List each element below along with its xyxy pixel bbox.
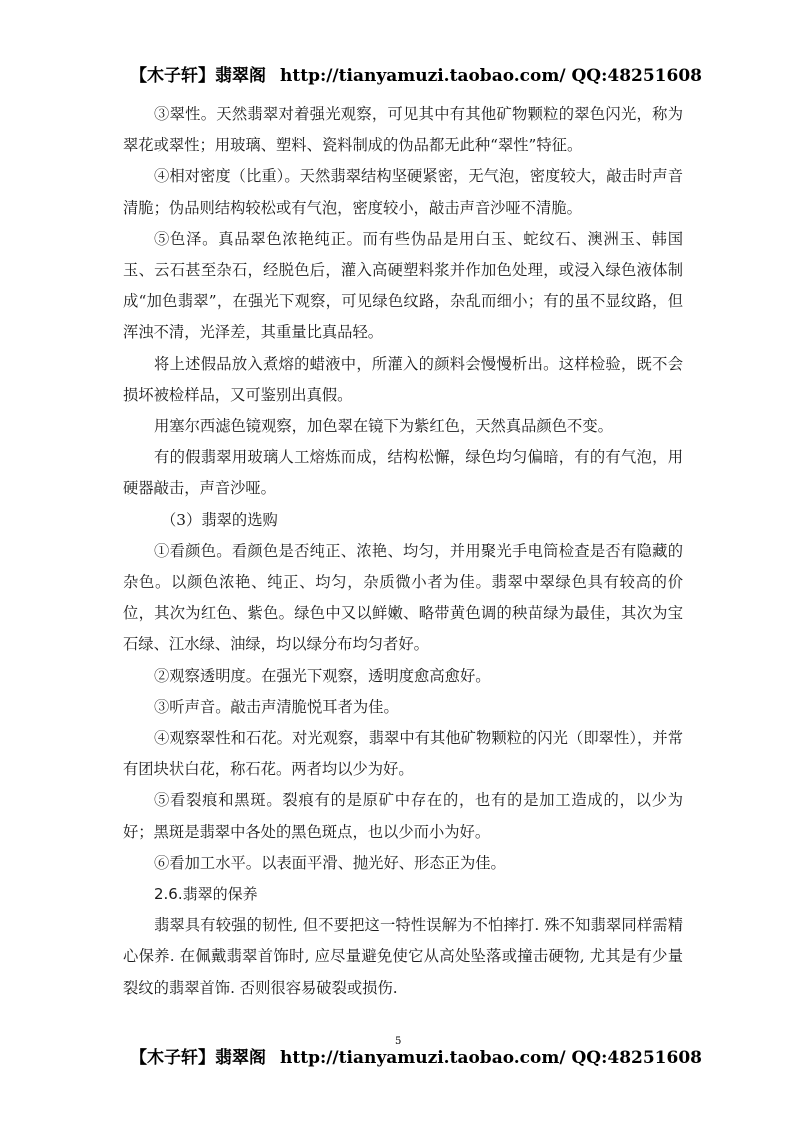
footer-brand: 【木子轩】翡翠阁 (130, 1048, 266, 1068)
page-header (130, 61, 730, 86)
paragraph-filter-test: 用塞尔西滤色镜观察，加色翠在镜下为紫红色，天然真品颜色不变。 (154, 417, 613, 436)
paragraph-check-transparency: ②观察透明度。在强光下观察，透明度愈高愈好。 (154, 666, 491, 685)
paragraph-density: ④相对密度（比重）。天然翡翠结构坚硬紧密，无气泡，密度较大，敲击时声音清脆；伪品则结构较松或有气泡，密度较小，敲击声音沙哑不清脆。 (123, 167, 683, 217)
paragraph-glass-fake: 有的假翡翠用玻璃人工熔炼而成，结构松懈，绿色均匀偏暗，有的有气泡，用硬器敲击，声音沙哑。 (123, 448, 683, 498)
paragraph-check-cracks: ⑤看裂痕和黑斑。裂痕有的是原矿中存在的，也有的是加工造成的，以少为好；黑斑是翡翠中各处的黑色斑点，也以少而小为好。 (123, 791, 683, 841)
header-brand: 【木子轩】翡翠阁 (130, 66, 266, 86)
paragraph-check-color: ①看颜色。看颜色是否纯正、浓艳、均匀，并用聚光手电筒检查是否有隐藏的杂色。以颜色浓艳、纯正、均匀，杂质微小者为佳。翡翠中翠绿色具有较高的价位，其次为红色、紫色。绿色中又以鲜嫩、略带黄色调的秧苗绿为最佳，其次为宝石绿、江水绿、油绿，均以绿分布均匀者好。 (123, 541, 683, 654)
header-url[interactable]: http://tianyamuzi.taobao.com/ QQ:48251608 (280, 66, 702, 86)
page-footer (130, 1043, 730, 1068)
paragraph-maintenance: 翡翠具有较强的韧性, 但不要把这一特性误解为不怕摔打. 殊不知翡翠同样需精心保养. 在佩戴翡翠首饰时, 应尽量避免使它从高处坠落或撞击硬物, 尤其是有少量裂纹的翡翠首饰. 否则很容易破裂或损伤. (123, 916, 683, 997)
subsection-heading-selection: （3）翡翠的选购 (161, 510, 278, 529)
paragraph-color: ⑤色泽。真品翠色浓艳纯正。而有些伪品是用白玉、蛇纹石、澳洲玉、韩国玉、云石甚至杂石，经脱色后，灌入高硬塑料浆并作加色处理，或浸入绿色液体制成“加色翡翠”，在强光下观察，可见绿色纹路，杂乱而细小；有的虽不显纹路，但浑浊不清，光泽差，其重量比真品轻。 (123, 229, 683, 342)
paragraph-wax-test: 将上述假品放入煮熔的蜡液中，所灌入的颜料会慢慢析出。这样检验，既不会损坏被检样品，又可鉴别出真假。 (123, 354, 683, 404)
footer-url[interactable]: http://tianyamuzi.taobao.com/ QQ:48251608 (280, 1048, 702, 1068)
page-number: 5 (395, 1036, 402, 1047)
paragraph-jade-luster: ③翠性。天然翡翠对着强光观察，可见其中有其他矿物颗粒的翠色闪光，称为翠花或翠性；用玻璃、塑料、瓷料制成的伪品都无此种“翠性”特征。 (123, 105, 683, 155)
section-heading-maintenance: 2.6.翡翠的保养 (154, 885, 258, 904)
paragraph-check-craftsmanship: ⑥看加工水平。以表面平滑、抛光好、形态正为佳。 (154, 853, 506, 872)
paragraph-check-stone-flower: ④观察翠性和石花。对光观察，翡翠中有其他矿物颗粒的闪光（即翠性），并常有团块状白花，称石花。两者均以少为好。 (123, 729, 683, 779)
paragraph-listen-sound: ③听声音。敲击声清脆悦耳者为佳。 (154, 697, 399, 716)
document-body (123, 99, 683, 1004)
